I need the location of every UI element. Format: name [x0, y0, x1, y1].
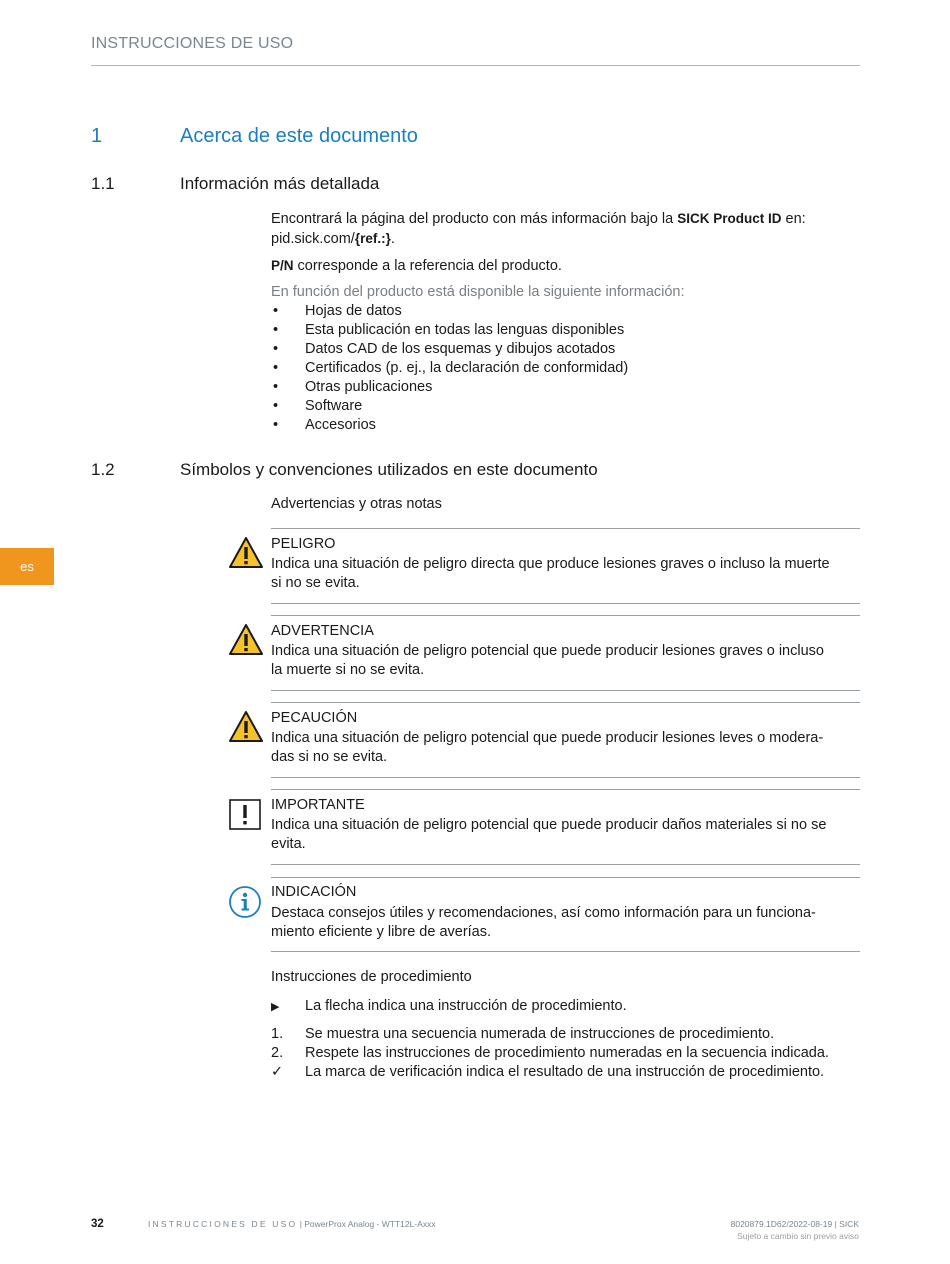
pn-paragraph: P/N corresponde a la referencia del producto.	[271, 258, 562, 274]
list-item: • Datos CAD de los esquemas y dibujos acotados	[273, 341, 616, 357]
pn-label: P/N	[271, 258, 294, 273]
header-rule	[91, 65, 860, 66]
subsection-number: 1.2	[91, 460, 115, 479]
ref-placeholder: {ref.:}	[354, 231, 391, 246]
note-rule-bottom	[271, 690, 860, 691]
subsection-number: 1.1	[91, 174, 115, 193]
product-url: pid.sick.com/	[271, 231, 355, 247]
procedure-heading: Instrucciones de procedimiento	[271, 969, 472, 985]
note-text: Indica una situación de peligro potencial que puede producir daños materiales si no se evita.	[271, 817, 827, 852]
list-item: • Accesorios	[273, 417, 376, 433]
section-title: Acerca de este documento	[180, 125, 418, 147]
note-rule-top	[271, 702, 860, 703]
note-rule-bottom	[271, 777, 860, 778]
important-exclamation-icon	[228, 798, 264, 832]
note-title: PELIGRO	[271, 536, 336, 552]
list-item: • Otras publicaciones	[273, 379, 433, 395]
info-circle-icon	[228, 885, 264, 919]
note-rule-top	[271, 877, 860, 878]
warning-triangle-icon	[228, 623, 264, 657]
note-text: Destaca consejos útiles y recomendaciones, así como información para un funciona- miento eficiente y libre de averías.	[271, 905, 816, 940]
checkmark-icon: ✓	[271, 1064, 284, 1080]
note-rule-bottom	[271, 951, 860, 952]
procedure-result: ✓ La marca de verificación indica el resultado de una instrucción de procedimiento.	[271, 1064, 825, 1080]
footer-doc-title: INSTRUCCIONES DE USO | PowerProx Analog - WTT12L-Axxx	[148, 1219, 436, 1229]
note-text: Indica una situación de peligro potencial que puede producir lesiones graves o incluso la muerte si no se evita.	[271, 643, 824, 678]
product-id-term: SICK Product ID	[677, 211, 782, 226]
warning-triangle-icon	[228, 710, 264, 744]
footer-notice: Sujeto a cambio sin previo aviso	[737, 1231, 859, 1241]
footer-doc-code: 8020879.1D62/2022-08-19 | SICK Sujeto a cambio sin previo aviso	[730, 1219, 859, 1241]
list-item: • Hojas de datos	[273, 303, 402, 319]
procedure-step: 2. Respete las instrucciones de procedimiento numeradas en la secuencia indicada.	[271, 1045, 829, 1061]
warning-triangle-icon	[228, 536, 264, 570]
note-title: IMPORTANTE	[271, 797, 365, 813]
note-title: ADVERTENCIA	[271, 623, 374, 639]
note-rule-top	[271, 789, 860, 790]
note-rule-top	[271, 528, 860, 529]
note-text: Indica una situación de peligro potencial que puede producir lesiones leves o modera- das si no se evita.	[271, 730, 824, 765]
section-number: 1	[91, 125, 103, 147]
product-id-paragraph: Encontrará la página del producto con más información bajo la SICK Product ID en: pid.sick.com/{ref.:}.	[271, 211, 806, 247]
procedure-step: 1. Se muestra una secuencia numerada de instrucciones de procedimiento.	[271, 1026, 775, 1042]
list-item: • Certificados (p. ej., la declaración de conformidad)	[273, 360, 629, 376]
note-title: PECAUCIÓN	[271, 710, 358, 726]
page-number: 32	[91, 1218, 104, 1230]
warnings-heading: Advertencias y otras notas	[271, 496, 442, 512]
running-header: INSTRUCCIONES DE USO	[91, 35, 294, 52]
language-tab: es	[0, 548, 54, 585]
subsection-title: Símbolos y convenciones utilizados en este documento	[180, 460, 598, 479]
note-text: Indica una situación de peligro directa que produce lesiones graves o incluso la muerte si no se evita.	[271, 556, 830, 591]
note-rule-bottom	[271, 864, 860, 865]
list-item: • Software	[273, 398, 363, 414]
note-rule-top	[271, 615, 860, 616]
subsection-title: Información más detallada	[180, 174, 380, 193]
info-intro: En función del producto está disponible la siguiente información:	[271, 284, 685, 300]
arrow-mark-icon: ▶	[271, 1001, 280, 1013]
note-rule-bottom	[271, 603, 860, 604]
note-title: INDICACIÓN	[271, 884, 357, 900]
procedure-arrow-item: ▶ La flecha indica una instrucción de procedimiento.	[271, 998, 627, 1014]
info-list	[271, 302, 860, 435]
list-item: • Esta publicación en todas las lenguas disponibles	[273, 322, 625, 338]
